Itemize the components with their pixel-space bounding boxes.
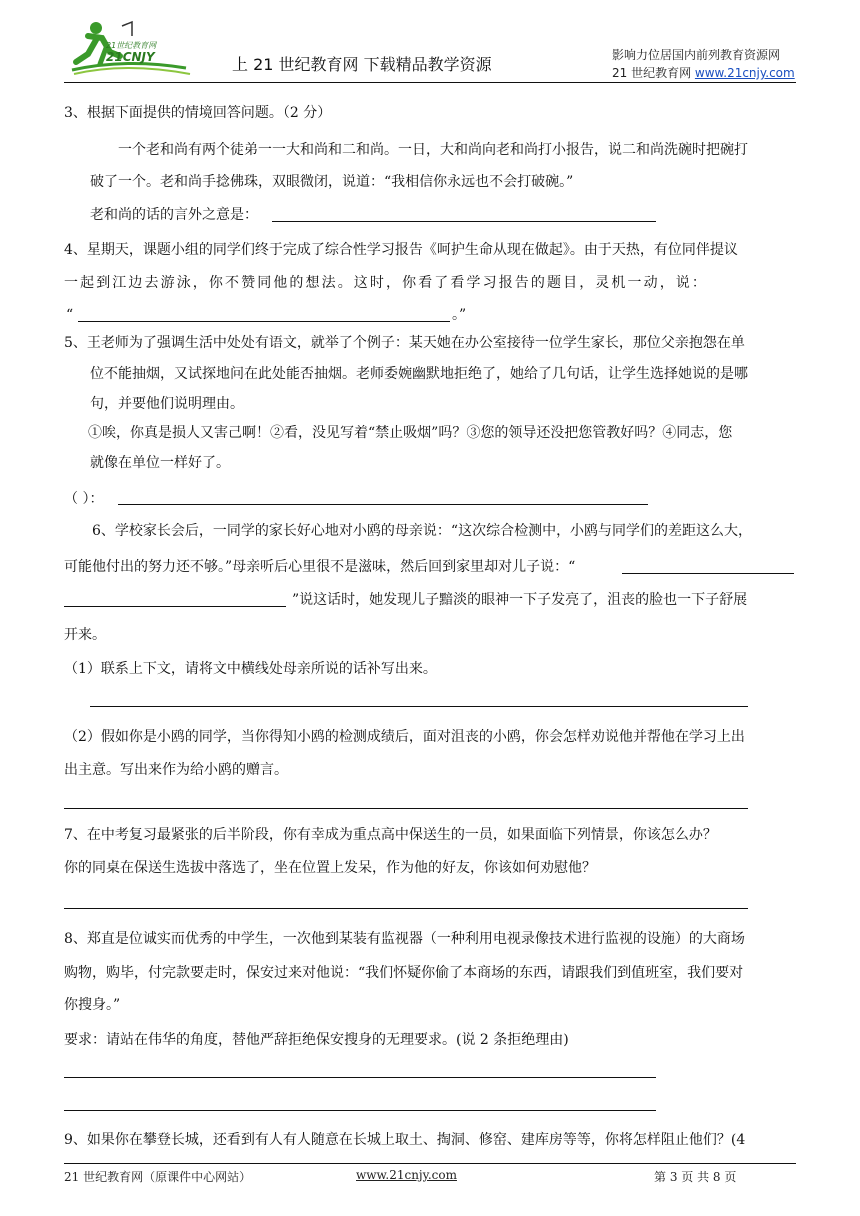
- q5-line1: 5、王老师为了强调生活中处处有语文，就举了个例子：某天她在办公室接待一位学生家长，那位父亲抱怨在单: [64, 335, 745, 351]
- logo-top-text: 21世纪教育网: [106, 41, 157, 50]
- q6-sub1: （1）联系上下文，请将文中横线处母亲所说的话补写出来。: [64, 661, 437, 677]
- q5-options-line1: ①唉，你真是损人又害己啊！②看，没见写着“禁止吸烟”吗？③您的领导还没把您管教好吗？④同志，您: [88, 425, 733, 441]
- q6-sub2-line2: 出主意。写出来作为给小鸥的赠言。: [64, 762, 288, 778]
- q3-answer-line[interactable]: [272, 221, 656, 222]
- footer-divider: [64, 1163, 796, 1164]
- q3-story-line2: 破了一个。老和尚手捻佛珠，双眼微闭，说道：“我相信你永远也不会打破碗。”: [90, 174, 574, 190]
- q6-sub1-answer-line[interactable]: [90, 706, 748, 707]
- q8-line1: 8、郑直是位诚实而优秀的中学生，一次他到某装有监视器（一种利用电视录像技术进行监视的设施）的大商场: [64, 931, 745, 947]
- q6-line1: 6、学校家长会后，一同学的家长好心地对小鸥的母亲说：“这次综合检测中，小鸥与同学们的差距这么大，: [92, 523, 753, 539]
- header-site-name: 21 世纪教育网: [612, 66, 695, 80]
- footer-page-number: 第 3 页 共 8 页: [654, 1170, 737, 1184]
- header-site-line: [612, 64, 795, 81]
- logo-bottom-text: 21CNJY: [106, 50, 155, 64]
- q8-answer-line-1[interactable]: [64, 1077, 656, 1078]
- q8-line3: 你搜身。”: [64, 997, 121, 1013]
- q4-line2: 一起到江边去游泳，你不赞同他的想法。这时，你看了看学习报告的题目，灵机一动，说：: [64, 275, 708, 291]
- q6-line2: 可能他付出的努力还不够。”母亲听后心里很不是滋味，然后回到家里却对儿子说：“: [64, 559, 576, 575]
- header-divider: [64, 82, 796, 83]
- header-title: 上 21 世纪教育网 下载精品教学资源: [232, 55, 492, 74]
- q4-close-quote: 。”: [452, 307, 467, 323]
- q4-answer-line[interactable]: [78, 321, 450, 322]
- q5-line3: 句，并要他们说明理由。: [90, 396, 244, 412]
- footer-site-link[interactable]: www.21cnjy.com: [356, 1168, 457, 1182]
- q4-line1: 4、星期天，课题小组的同学们终于完成了综合性学习报告《呵护生命从现在做起》。由于天热，有位同伴提议: [64, 242, 738, 258]
- header-slogan: 影响力位居国内前列教育资源网: [612, 48, 781, 62]
- q7-line1: 7、在中考复习最紧张的后半阶段，你有幸成为重点高中保送生的一员，如果面临下列情景，你该怎么办？: [64, 827, 717, 843]
- q5-answer-line[interactable]: [118, 504, 648, 505]
- header-site-link[interactable]: www.21cnjy.com: [694, 66, 795, 80]
- q5-options-line2: 就像在单位一样好了。: [90, 455, 230, 471]
- q6-sub2-answer-line[interactable]: [64, 808, 748, 809]
- q6-blank-line-b[interactable]: [64, 606, 286, 607]
- q3-question: 老和尚的话的言外之意是：: [90, 207, 258, 223]
- q8-answer-line-2[interactable]: [64, 1110, 656, 1111]
- q7-line2: 你的同桌在保送生选拔中落选了，坐在位置上发呆，作为他的好友，你该如何劝慰他？: [64, 860, 596, 876]
- q5-line2: 位不能抽烟，又试探地问在此处能否抽烟。老师委婉幽默地拒绝了，她给了几句话，让学生选择她说的是哪: [90, 366, 748, 382]
- q7-answer-line[interactable]: [64, 908, 748, 909]
- q8-requirement: 要求：请站在伟华的角度，替他严辞拒绝保安搜身的无理要求。(说 2 条拒绝理由): [64, 1032, 569, 1048]
- q6-line3-tail: ”说这话时，她发现儿子黯淡的眼神一下子发亮了，沮丧的脸也一下子舒展: [292, 592, 748, 608]
- q6-blank-line-a[interactable]: [622, 573, 794, 574]
- q9-line1: 9、如果你在攀登长城，还看到有人有人随意在长城上取土、掏洞、修窑、建库房等等，你将怎样阻止他们？(4: [64, 1132, 746, 1148]
- q4-open-quote: “: [66, 307, 74, 323]
- q5-answer-label: （ ）：: [64, 491, 104, 507]
- site-logo: [66, 18, 196, 80]
- q3-prompt: 3、根据下面提供的情境回答问题。（2 分）: [64, 105, 332, 121]
- q6-sub2-line1: （2）假如你是小鸥的同学，当你得知小鸥的检测成绩后，面对沮丧的小鸥，你会怎样劝说他并帮他在学习上出: [64, 729, 745, 745]
- q8-line2: 购物，购毕，付完款要走时，保安过来对他说：“我们怀疑你偷了本商场的东西，请跟我们到值班室，我们要对: [64, 965, 744, 981]
- q6-line4: 开来。: [64, 627, 106, 643]
- q3-story-line1: 一个老和尚有两个徒弟一一大和尚和二和尚。一日，大和尚向老和尚打小报告，说二和尚洗碗时把碗打: [118, 142, 748, 158]
- footer-site-name: 21 世纪教育网（原课件中心网站）: [64, 1170, 252, 1184]
